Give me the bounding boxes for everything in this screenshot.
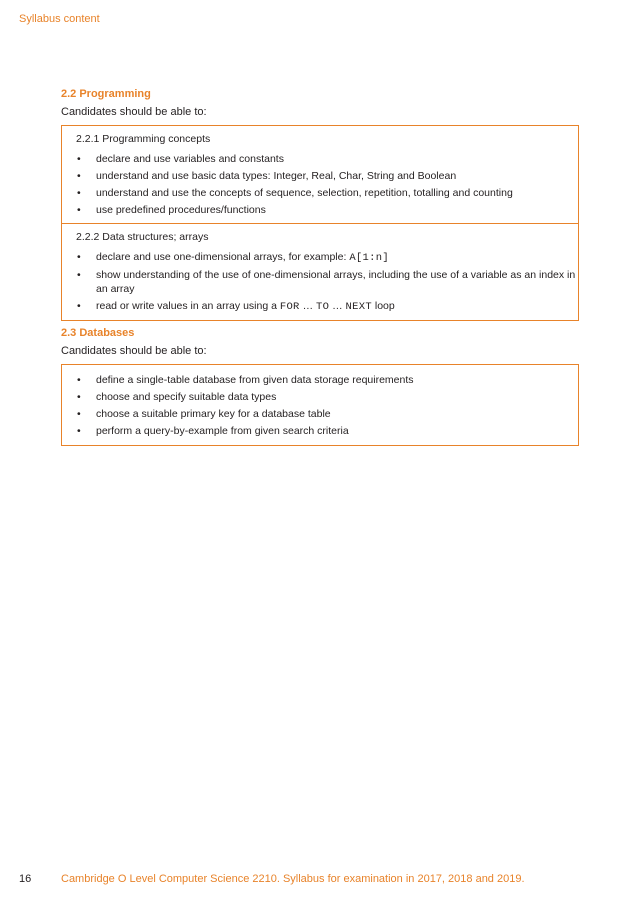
bullet-icon: • [77,300,81,312]
bullet-icon: • [77,251,81,263]
item-list [76,152,578,217]
list-item: • choose and specify suitable data types [77,391,277,403]
list-item: • declare and use variables and constants [77,153,284,165]
section-intro: Candidates should be able to: [61,345,207,357]
code-snippet: NEXT [345,301,372,313]
footer-text: Cambridge O Level Computer Science 2210. Syllabus for examination in 2017, 2018 and 2019. [61,873,525,885]
list-item: • understand and use the concepts of sequence, selection, repetition, totalling and counting [77,187,513,199]
bullet-icon: • [77,170,81,182]
running-head: Syllabus content [19,13,100,25]
bullet-icon: • [77,391,81,403]
section-databases [61,327,579,446]
block-heading: 2.2.2 Data structures; arrays [76,231,209,243]
bullet-icon: • [77,374,81,386]
list-item: • choose a suitable primary key for a database table [77,408,331,420]
code-snippet: A[1:n] [349,252,389,264]
section-title: 2.3 Databases [61,327,135,339]
list-item: • understand and use basic data types: Integer, Real, Char, String and Boolean [77,170,457,182]
page-number: 16 [19,873,32,885]
bullet-icon: • [77,269,81,281]
block-data-structures [62,223,578,320]
list-item: • define a single-table database from given data storage requirements [77,374,414,386]
bullet-icon: • [77,425,81,437]
list-item: • perform a query-by-example from given search criteria [77,425,349,437]
bullet-icon: • [77,153,81,165]
bullet-icon: • [77,408,81,420]
code-snippet: FOR [279,301,300,313]
section-title: 2.2 Programming [61,88,151,100]
section-intro: Candidates should be able to: [61,106,207,118]
syllabus-box [61,125,579,321]
list-item: • use predefined procedures/functions [77,204,266,216]
bullet-icon: • [77,204,81,216]
bullet-icon: • [77,187,81,199]
item-list [76,373,578,438]
item-list [76,250,578,314]
list-item: • declare and use one-dimensional arrays, for example: A[1:n] [77,251,389,264]
block-databases [62,365,578,445]
block-programming-concepts [62,126,578,223]
block-heading: 2.2.1 Programming concepts [76,133,211,145]
section-programming [61,88,579,321]
list-item: • read or write values in an array using a FOR … TO … NEXT loop [77,300,395,313]
list-item: • show understanding of the use of one-dimensional arrays, including the use of a variable as an index in an array [77,269,576,295]
code-snippet: TO [316,301,330,313]
syllabus-box [61,364,579,446]
